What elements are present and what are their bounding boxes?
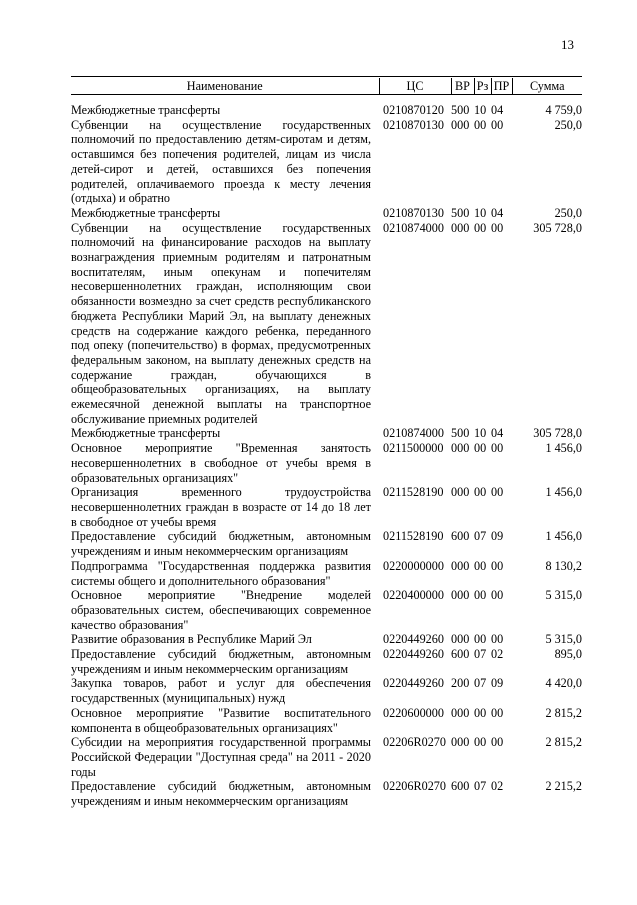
row-sum: 250,0 — [554, 117, 582, 132]
table-row — [71, 647, 582, 676]
table-body — [71, 103, 582, 809]
row-rz: 10 — [474, 205, 487, 220]
row-rz: 00 — [474, 220, 487, 235]
row-pr: 00 — [491, 705, 504, 720]
row-rz: 10 — [474, 426, 487, 441]
row-vr: 500 — [451, 103, 470, 117]
budget-table — [71, 78, 582, 809]
table-row — [71, 706, 582, 735]
row-pr: 04 — [491, 205, 504, 220]
row-vr: 000 — [451, 735, 470, 750]
table-row — [71, 206, 582, 221]
row-vr: 000 — [451, 588, 470, 603]
table-row — [71, 441, 582, 485]
row-cs: 0210874000 — [383, 426, 444, 441]
row-cs: 0220449260 — [383, 647, 444, 662]
row-vr: 600 — [451, 647, 470, 662]
row-rz: 00 — [474, 632, 487, 647]
row-sum: 1 456,0 — [545, 485, 582, 500]
row-name: Развитие образования в Республике Марий Эл — [71, 632, 312, 647]
row-sum: 305 728,0 — [533, 220, 582, 235]
row-rz: 10 — [474, 103, 487, 117]
row-pr: 00 — [491, 485, 504, 500]
row-name: Закупка товаров, работ и услуг для обеспечения государственных (муниципальных) нужд — [71, 676, 371, 706]
row-pr: 09 — [491, 529, 504, 544]
row-sum: 250,0 — [554, 205, 582, 220]
row-pr: 00 — [491, 632, 504, 647]
table-row — [71, 632, 582, 647]
table-row — [71, 426, 582, 441]
row-cs: 0211500000 — [383, 441, 444, 456]
row-cs: 02206R0270 — [383, 779, 446, 794]
row-vr: 200 — [451, 676, 470, 691]
row-name: Основное мероприятие "Временная занятость несовершеннолетних в свободное от учебы время в образовательных организациях" — [71, 441, 371, 485]
row-vr: 000 — [451, 558, 470, 573]
row-cs: 0210874000 — [383, 220, 444, 235]
row-sum: 2 815,2 — [545, 705, 582, 720]
row-pr: 00 — [491, 735, 504, 750]
header-rz: Рз — [474, 78, 491, 95]
row-cs: 0210870130 — [383, 117, 444, 132]
row-rz: 00 — [474, 705, 487, 720]
row-cs: 0210870130 — [383, 205, 444, 220]
table-row — [71, 588, 582, 632]
row-name: Предоставление субсидий бюджетным, автономным учреждениям и иным некоммерческим организациям — [71, 529, 371, 559]
row-pr: 00 — [491, 441, 504, 456]
header-sum: Сумма — [512, 78, 582, 95]
row-vr: 000 — [451, 632, 470, 647]
header-pr: ПР — [491, 78, 512, 95]
header-vr: ВР — [451, 78, 474, 95]
row-name: Подпрограмма "Государственная поддержка развития системы общего и дополнительного образования" — [71, 558, 371, 588]
row-cs: 0211528190 — [383, 529, 444, 544]
row-name: Субвенции на осуществление государственных полномочий по предоставлению детям-сиротам и детям, оставшимся без попечения родителей, лицам из числа детей-сирот и детей, оставшихся без попечения родителей, оплачиваемого проезда к месту лечения (отдыха) и обратно — [71, 117, 371, 206]
row-pr: 00 — [491, 558, 504, 573]
row-vr: 500 — [451, 426, 470, 441]
row-rz: 00 — [474, 558, 487, 573]
row-vr: 000 — [451, 441, 470, 456]
row-pr: 04 — [491, 103, 504, 117]
row-name: Межбюджетные трансферты — [71, 205, 221, 220]
row-name: Предоставление субсидий бюджетным, автономным учреждениям и иным некоммерческим организациям — [71, 779, 371, 809]
row-cs: 0211528190 — [383, 485, 444, 500]
row-name: Субвенции на осуществление государственных полномочий на финансирование расходов на выплату вознаграждения приемным родителям и патронатным воспитателям, иным опекунам и попечителям несовершеннолетних граждан, исполняющим свои обязанности возмездно за счет средств республиканского бюджета Республики Марий Эл, на выплату денежных средств на содержание каждого ребенка, переданного под опеку (попечительство) в формах, предусмотренных федеральным законом, на выплату денежных средств на содержание граждан, обучающихся в общеобразовательных организациях, на выплату ежемесячной денежной выплаты на транспортное обслуживание приемных родителей — [71, 220, 371, 426]
row-cs: 0220000000 — [383, 558, 444, 573]
row-pr: 02 — [491, 647, 504, 662]
row-sum: 305 728,0 — [533, 426, 582, 441]
header-cs: ЦС — [379, 78, 451, 95]
row-rz: 00 — [474, 485, 487, 500]
row-name: Межбюджетные трансферты — [71, 103, 221, 117]
row-vr: 000 — [451, 220, 470, 235]
row-rz: 07 — [474, 529, 487, 544]
row-name: Организация временного трудоустройства несовершеннолетних граждан в возрасте от 14 до 18 лет в свободное от учебы время — [71, 485, 371, 529]
row-rz: 00 — [474, 735, 487, 750]
table-header-row — [71, 78, 582, 95]
row-rz: 07 — [474, 779, 487, 794]
row-pr: 09 — [491, 676, 504, 691]
page-number: 13 — [561, 37, 574, 52]
table-row — [71, 529, 582, 558]
row-rz: 00 — [474, 441, 487, 456]
row-sum: 2 215,2 — [545, 779, 582, 794]
header-name: Наименование — [71, 78, 379, 95]
row-cs: 0220449260 — [383, 676, 444, 691]
row-cs: 0220400000 — [383, 588, 444, 603]
row-pr: 00 — [491, 220, 504, 235]
row-name: Основное мероприятие "Внедрение моделей образовательных систем, обеспечивающих современное качество образования" — [71, 588, 371, 632]
table-row — [71, 559, 582, 588]
table-row — [71, 735, 582, 779]
table-row — [71, 779, 582, 808]
row-sum: 4 420,0 — [545, 676, 582, 691]
table-top-rule — [71, 76, 582, 77]
table-row — [71, 103, 582, 118]
row-cs: 0210870120 — [383, 103, 444, 117]
row-pr: 00 — [491, 588, 504, 603]
row-vr: 000 — [451, 705, 470, 720]
row-name: Межбюджетные трансферты — [71, 426, 221, 441]
table-row — [71, 118, 582, 206]
row-name: Субсидии на мероприятия государственной программы Российской Федерации "Доступная среда" на 2011 - 2020 годы — [71, 735, 371, 779]
row-cs: 02206R0270 — [383, 735, 446, 750]
row-name: Основное мероприятие "Развитие воспитательного компонента в общеобразовательных организациях" — [71, 705, 371, 735]
row-rz: 07 — [474, 647, 487, 662]
row-sum: 5 315,0 — [545, 588, 582, 603]
row-rz: 07 — [474, 676, 487, 691]
row-sum: 2 815,2 — [545, 735, 582, 750]
table-row — [71, 676, 582, 705]
row-sum: 1 456,0 — [545, 529, 582, 544]
row-vr: 600 — [451, 529, 470, 544]
row-rz: 00 — [474, 588, 487, 603]
row-vr: 000 — [451, 117, 470, 132]
row-vr: 000 — [451, 485, 470, 500]
row-sum: 8 130,2 — [545, 558, 582, 573]
row-vr: 500 — [451, 205, 470, 220]
row-sum: 1 456,0 — [545, 441, 582, 456]
row-sum: 4 759,0 — [545, 103, 582, 117]
row-rz: 00 — [474, 117, 487, 132]
row-cs: 0220449260 — [383, 632, 444, 647]
row-name: Предоставление субсидий бюджетным, автономным учреждениям и иным некоммерческим организациям — [71, 647, 371, 676]
row-pr: 04 — [491, 426, 504, 441]
row-sum: 895,0 — [554, 647, 582, 662]
table-row — [71, 485, 582, 529]
row-pr: 02 — [491, 779, 504, 794]
row-vr: 600 — [451, 779, 470, 794]
row-sum: 5 315,0 — [545, 632, 582, 647]
table-row — [71, 221, 582, 427]
row-cs: 0220600000 — [383, 705, 444, 720]
row-pr: 00 — [491, 117, 504, 132]
